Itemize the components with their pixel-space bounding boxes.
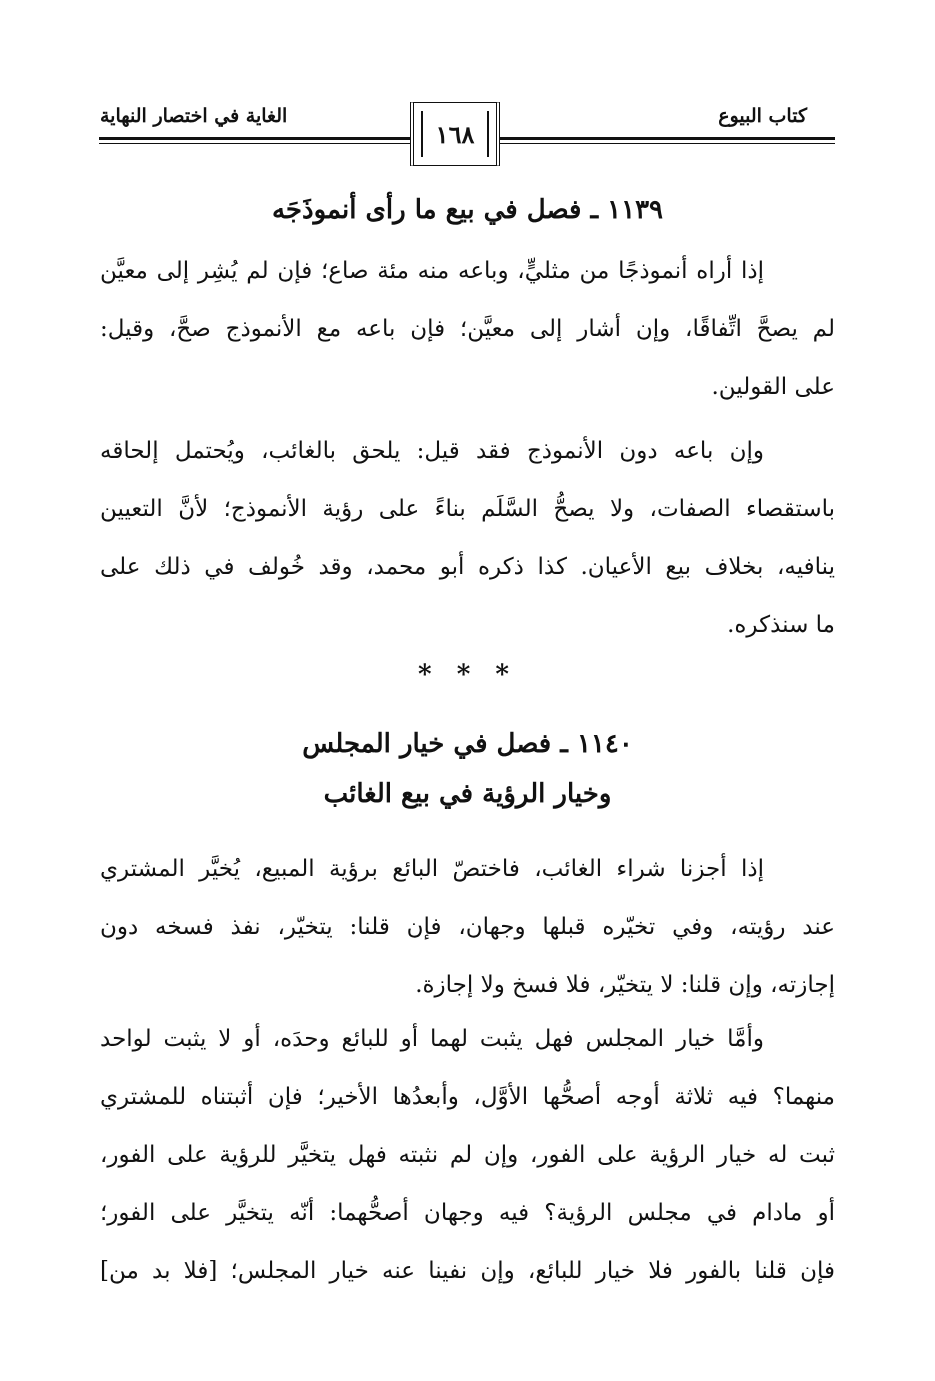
text-line: باستقصاء الصفات، ولا يصحُّ السَّلَم بناءً على رؤية الأنموذج؛ لأنَّ التعيين [100, 496, 835, 522]
text-line: لم يصحَّ اتِّفاقًا، وإن أشار إلى معيَّن؛ فإن باعه مع الأنموذج صحَّ، وقيل: [100, 316, 835, 342]
text-line: إذا أراه أنموذجًا من مثليٍّ، وباعه منه مئة صاع؛ فإن لم يُشِر إلى معيَّن [100, 258, 764, 284]
section-1140-paragraph-1 [100, 840, 835, 1014]
text-line: وأمَّا خيار المجلس فهل يثبت لهما أو للبائع وحدَه، أو لا يثبت لواحد [100, 1026, 764, 1052]
text-line: إجازته، وإن قلنا: لا يتخيّر، فلا فسخ ولا إجازة. [415, 972, 835, 998]
running-header-section: كتاب البيوع [718, 105, 807, 127]
text-line: وإن باعه دون الأنموذج فقد قيل: يلحق بالغائب، ويُحتمل إلحاقه [100, 438, 764, 464]
section-separator: * * * [418, 660, 517, 690]
text-line: ما سنذكره. [727, 612, 835, 638]
text-line: منهما؟ فيه ثلاثة أوجه أصحُّها الأوَّل، وأبعدُها الأخير؛ فإن أثبتناه للمشتري [100, 1084, 835, 1110]
section-1140-paragraph-2 [100, 1010, 835, 1300]
text-line: أو مادام في مجلس الرؤية؟ فيه وجهان أصحُّهما: أنّه يتخيَّر على الفور؛ [100, 1200, 835, 1226]
text-line: على القولين. [711, 374, 835, 400]
section-1140-subheading: وخيار الرؤية في بيع الغائب [323, 779, 612, 809]
text-line: ينافيه، بخلاف بيع الأعيان. كذا ذكره أبو محمد، وقد خُولف في ذلك على [100, 554, 835, 580]
text-line: إذا أجزنا شراء الغائب، فاختصّ البائع برؤية المبيع، يُخيَّر المشتري [100, 856, 764, 882]
section-1139-paragraph-1 [100, 242, 835, 416]
section-1140-heading: ١١٤٠ ـ فصل في خيار المجلس [302, 729, 633, 759]
section-1139-heading: ١١٣٩ ـ فصل في بيع ما رأى أنموذَجَه [271, 195, 663, 225]
page-number: ١٦٨ [421, 111, 489, 157]
text-line: فإن قلنا بالفور فلا خيار للبائع، وإن نفينا عنه خيار المجلس؛ [فلا بد من] [100, 1258, 835, 1284]
page-number-frame [410, 102, 500, 166]
running-header-title: الغاية في اختصار النهاية [100, 105, 288, 127]
section-1139-paragraph-2 [100, 422, 835, 654]
text-line: ثبت له خيار الرؤية على الفور، وإن لم نثبته فهل يتخيَّر للرؤية على الفور، [100, 1142, 835, 1168]
text-line: عند رؤيته، وفي تخيّره قبلها وجهان، فإن قلنا: يتخيّر، نفذ فسخه دون [100, 914, 835, 940]
